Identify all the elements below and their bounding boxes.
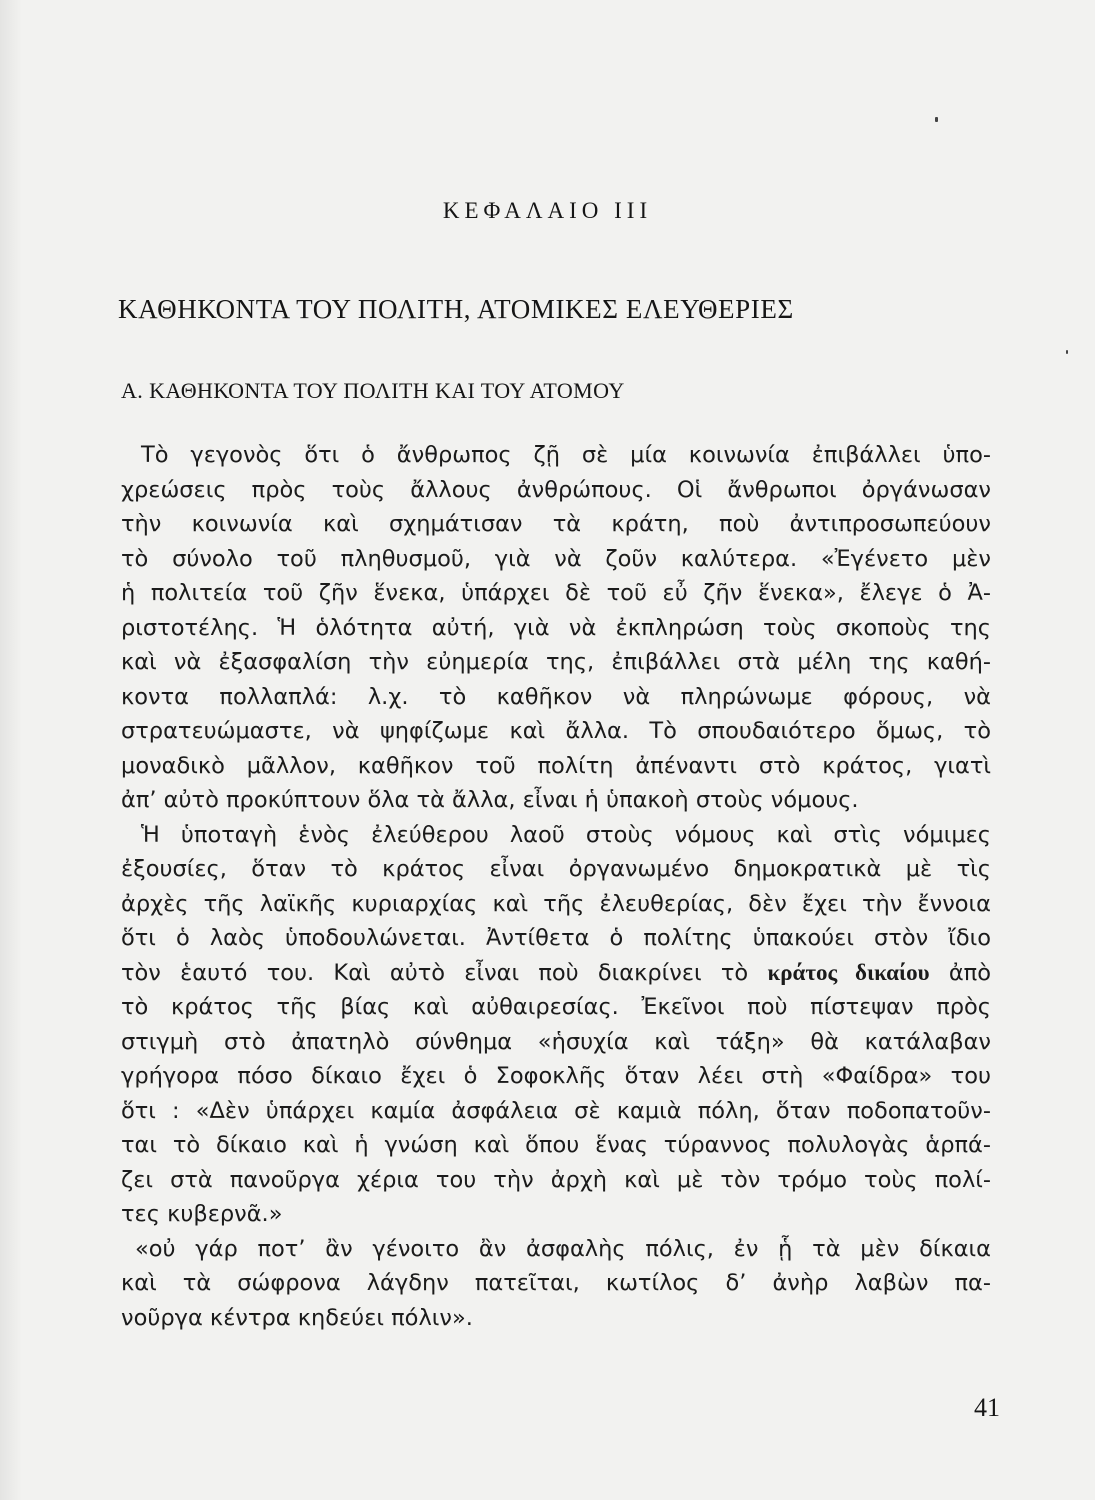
text-line: ἀπ’ αὐτὸ προκύπτουν ὅλα τὰ ἄλλα, εἶναι ἡ ὑπακοὴ στοὺς νόμους. xyxy=(121,787,859,813)
emphasis-term: κράτος δικαίου xyxy=(767,959,930,985)
text-segment: ἀπὸ xyxy=(929,959,991,986)
text-line: στιγμὴ στὸ ἀπατηλὸ σύνθημα «ἡσυχία καὶ τάξη» θὰ κατάλαβαν xyxy=(121,1028,991,1055)
text-line: μοναδικὸ μᾶλλον, καθῆκον τοῦ πολίτη ἀπέναντι στὸ κράτος, γιατὶ xyxy=(121,752,991,779)
text-line: στρατευώμαστε, νὰ ψηφίζωμε καὶ ἄλλα. Τὸ σπουδαιότερο ὅμως, τὸ xyxy=(121,718,991,744)
text-line: τὸ σύνολο τοῦ πληθυσμοῦ, γιὰ νὰ ζοῦν καλύτερα. «Ἐγένετο μὲν xyxy=(121,545,991,572)
quote-line: καὶ τὰ σώφρονα λάγδην πατεῖται, κωτίλος δ’ ἀνὴρ λαβὼν πα- xyxy=(121,1270,991,1296)
chapter-label: ΚΕΦΑΛΑΙΟ III xyxy=(442,198,653,223)
page-number: 41 xyxy=(974,1393,1000,1422)
text-line: Τὸ γεγονὸς ὅτι ὁ ἄνθρωπος ζῇ σὲ μία κοινωνία ἐπιβάλλει ὑπο- xyxy=(141,442,991,468)
text-line-with-emphasis xyxy=(121,956,991,991)
text-line: Ἡ ὑποταγὴ ἑνὸς ἐλεύθερου λαοῦ στοὺς νόμους καὶ στὶς νόμιμες xyxy=(141,821,991,848)
quotation xyxy=(121,1232,991,1336)
chapter-title: ΚΑΘΗΚΟΝΤΑ ΤΟΥ ΠΟΛΙΤΗ, ΑΤΟΜΙΚΕΣ ΕΛΕΥΘΕΡΙΕΣ xyxy=(118,294,794,324)
text-line: ὅτι : «Δὲν ὑπάρχει καμία ἀσφάλεια σὲ καμιὰ πόλη, ὅταν ποδοπατοῦν- xyxy=(121,1097,991,1124)
text-line: χρεώσεις πρὸς τοὺς ἄλλους ἀνθρώπους. Οἱ ἄνθρωποι ὀργάνωσαν xyxy=(121,476,991,503)
text-line: ὅτι ὁ λαὸς ὑποδουλώνεται. Ἀντίθετα ὁ πολίτης ὑπακούει στὸν ἴδιο xyxy=(121,925,991,951)
text-line: ἐξουσίες, ὅταν τὸ κράτος εἶναι ὀργανωμένο δημοκρατικὰ μὲ τὶς xyxy=(121,856,991,882)
text-line: τες κυβερνᾶ.» xyxy=(121,1201,283,1227)
text-line: ἀρχὲς τῆς λαϊκῆς κυριαρχίας καὶ τῆς ἐλευθερίας, δὲν ἔχει τὴν ἔννοια xyxy=(121,890,991,917)
scan-speck xyxy=(1066,350,1068,354)
text-line: ται τὸ δίκαιο καὶ ἡ γνώση καὶ ὅπου ἕνας τύραννος πολυλογὰς ἁρπά- xyxy=(121,1132,991,1158)
text-line: ζει στὰ πανοῦργα χέρια του τὴν ἀρχὴ καὶ μὲ τὸν τρόμο τοὺς πολί- xyxy=(121,1166,991,1193)
scan-speck xyxy=(935,117,938,122)
paragraph-1 xyxy=(121,438,991,818)
paragraph-2 xyxy=(121,818,991,1232)
text-line: ριστοτέλης. Ἡ ὁλότητα αὐτή, γιὰ νὰ ἐκπληρώση τοὺς σκοποὺς της xyxy=(121,614,991,641)
text-line: καὶ νὰ ἐξασφαλίση τὴν εὐημερία της, ἐπιβάλλει στὰ μέλη της καθή- xyxy=(121,649,991,675)
section-heading: Α. ΚΑΘΗΚΟΝΤΑ ΤΟΥ ΠΟΛΙΤΗ ΚΑΙ ΤΟΥ ΑΤΟΜΟΥ xyxy=(121,378,625,403)
quote-line: «οὐ γάρ ποτ’ ἂν γένοιτο ἂν ἀσφαλὴς πόλις, ἐν ᾗ τὰ μὲν δίκαια xyxy=(135,1235,991,1262)
text-line: γρήγορα πόσο δίκαιο ἔχει ὁ Σοφοκλῆς ὅταν λέει στὴ «Φαίδρα» του xyxy=(121,1063,991,1089)
text-line: τὸ κράτος τῆς βίας καὶ αὐθαιρεσίας. Ἐκεῖνοι ποὺ πίστεψαν πρὸς xyxy=(121,994,991,1020)
quote-line: νοῦργα κέντρα κηδεύει πόλιν». xyxy=(121,1304,473,1331)
body-text xyxy=(121,438,991,1335)
text-line: ἡ πολιτεία τοῦ ζῆν ἕνεκα, ὑπάρχει δὲ τοῦ εὖ ζῆν ἕνεκα», ἔλεγε ὁ Ἀ- xyxy=(121,580,991,606)
text-segment: τὸν ἑαυτό του. Καὶ αὐτὸ εἶναι ποὺ διακρίνει τὸ xyxy=(121,959,749,986)
text-line: τὴν κοινωνία καὶ σχημάτισαν τὰ κράτη, ποὺ ἀντιπροσωπεύουν xyxy=(121,511,991,537)
text-line: κοντα πολλαπλά: λ.χ. τὸ καθῆκον νὰ πληρώνωμε φόρους, νὰ xyxy=(121,683,991,710)
